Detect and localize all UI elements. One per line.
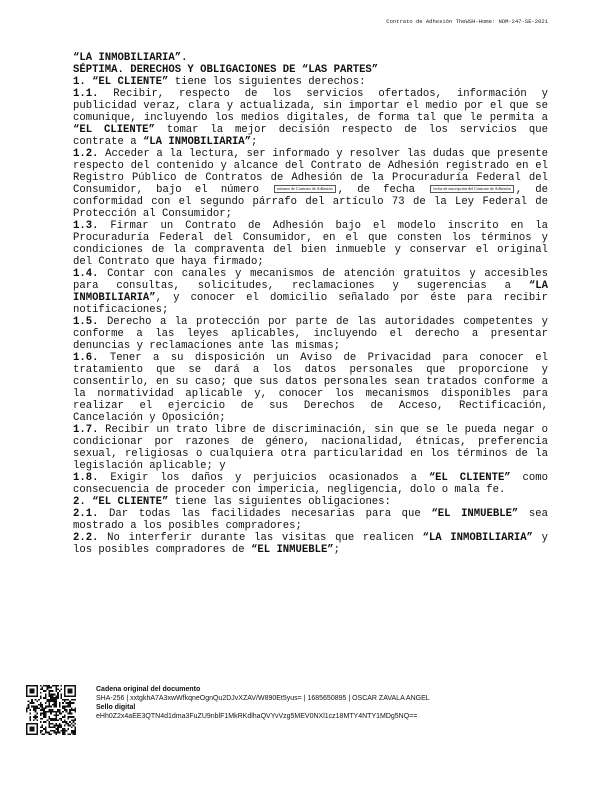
clause-text: , de conformidad con el segundo párrafo del artículo 73 de la Ley Federal de Protección al Consumidor; [73,184,549,220]
clause-number: 1. [73,76,86,88]
party-name: “EL CLIENTE” [92,496,169,508]
clause-text: tiene los siguientes derechos: [168,76,366,88]
clause-number: 1.1. [73,88,99,100]
clause-1-4 [73,268,548,316]
clause-number: 1.5. [73,316,99,328]
party-name: “EL INMUEBLE” [431,508,519,520]
section-seventh-title [73,64,548,76]
contract-number-field: número de Contrato de Adhesión [274,185,335,193]
clause-text: Derecho a la protección por parte de las autoridades competentes y conforme a las leyes aplicables, incluyendo el derecho a presentar denuncias y reclamaciones ante las mismas; [73,316,548,352]
clause-1-1 [73,88,548,148]
clause-number: 1.3. [73,220,99,232]
clause-number: 1.2. [73,148,99,160]
cadena-original-value: SHA-256 | xxtgkhA7A3xwWfkqneOgnQu2DJvXZAV/W890Et5yus= | 1685650895 | OSCAR ZAVALA ANGEL [96,695,430,702]
clause-text: y los posibles compradores de [73,532,548,556]
section-title-text: SÉPTIMA. DERECHOS Y OBLIGACIONES DE “LAS PARTES” [73,64,379,76]
clause-text: , y conocer el domicilio señalado por éste para recibir notificaciones; [73,292,548,316]
clause-text: sea mostrado a los posibles compradores; [73,508,548,532]
clause-number: 1.4. [73,268,99,280]
cadena-original-label: Cadena original del documento [96,686,201,693]
clause-text: como consecuencia de proceder con impericia, negligencia, dolo o mala fe. [73,472,548,496]
clause-text: ; [251,136,258,148]
clause-text: , de fecha [337,184,415,196]
clause-text: No interferir durante las visitas que realicen [98,532,423,544]
sello-digital-label: Sello digital [96,704,136,711]
party-name: “EL INMUEBLE” [251,544,334,556]
clause-text: Firmar un Contrato de Adhesión bajo el modelo inscrito en la Procuraduría Federal del Consumidor, en el que consten los términos y condiciones de la compraventa del bien inmueble y conservar el original del Contrato que haya firmado; [73,220,548,268]
clause-1-8 [73,472,548,496]
registration-date-field: fecha de inscripción del Contrato de Adhesión [430,185,513,193]
clause-number: 2. [73,496,86,508]
clause-text: tomar la mejor decisión respecto de los servicios que contrate a [73,124,548,148]
clause-text: tiene las siguientes obligaciones: [168,496,391,508]
clause-1-7 [73,424,548,472]
clause-1-5 [73,316,548,352]
clause-text: Dar todas las facilidades necesarias para que [98,508,432,520]
qr-code-icon [26,685,76,735]
document-header-title: Contrato de Adhesión TheWSH-Home: NOM-247-SE-2021 [386,18,548,25]
clause-1-6 [73,352,548,424]
party-name: “EL CLIENTE” [428,472,511,484]
clause-number: 1.8. [73,472,99,484]
line-inmobiliaria [73,52,548,64]
clause-number: 2.2. [73,532,99,544]
clause-text: Recibir, respecto de los servicios ofertados, información y publicidad veraz, clara y actualizada, sin importar el medio por el que se comunique, incluyendo los medios digitales, de forma tal que le permita a [73,88,548,124]
party-name: “LA INMOBILIARIA” [422,532,533,544]
clause-2 [73,496,548,508]
signature-block [96,685,516,721]
clause-2-2 [73,532,548,556]
clause-2-1 [73,508,548,532]
clause-text: Acceder a la lectura, ser informado y resolver las dudas que presente respecto del contenido y alcance del Contrato de Adhesión registrado en el Registro Público de Contratos de Adhesión de la Procuraduría Federal del Consumidor, bajo el número [73,148,548,196]
clause-text: ; [333,544,341,556]
party-name: “LA INMOBILIARIA” [73,280,548,304]
clause-number: 1.7. [73,424,99,436]
party-name: “EL CLIENTE” [73,124,155,136]
clause-1 [73,76,548,88]
clause-text: Exigir los daños y perjuicios ocasionados a [98,472,429,484]
party-name: “EL CLIENTE” [92,76,169,88]
clause-number: 1.6. [73,352,99,364]
contract-body [73,52,548,556]
party-name: “LA INMOBILIARIA”. [73,52,188,64]
clause-text: Recibir un trato libre de discriminación, sin que se le pueda negar o condicionar por razones de género, nacionalidad, étnicas, preferencia sexual, religiosas o cualquiera otra particularidad en los términos de la legislación aplicable; y [73,424,548,472]
sello-digital-value: eHh0Z2x4aEE3QTN4d1dma3FuZU9nblF1MkRKdlhaQVYvVzg5MEV0NXl1cz18MTY4NTY1MDg5NQ== [96,713,418,720]
clause-number: 2.1. [73,508,99,520]
party-name: “LA INMOBILIARIA” [142,136,252,148]
clause-1-2 [73,148,548,220]
clause-text: Tener a su disposición un Aviso de Privacidad para conocer el tratamiento que se dará a los datos personales que proporcione y consentirlo, en su caso; que sus datos personales sean tratados conforme a la normatividad aplicable y, conocer los mecanismos disponibles para realizar el ejercicio de sus Derechos de Acceso, Rectificación, Cancelación y Oposición; [73,352,548,424]
clause-text: Contar con canales y mecanismos de atención gratuitos y accesibles para consultas, solicitudes, reclamaciones y sugerencias a [73,268,548,292]
clause-1-3 [73,220,548,268]
